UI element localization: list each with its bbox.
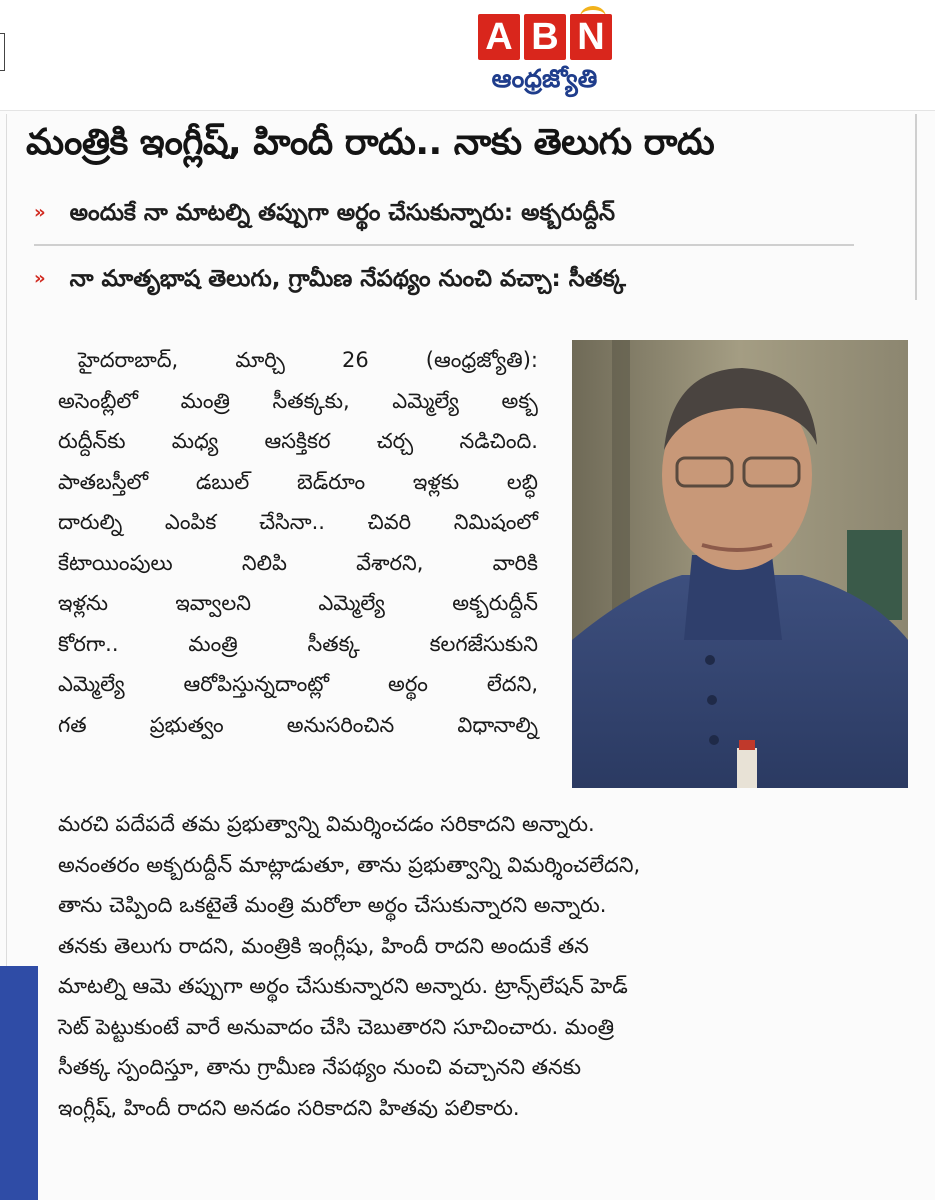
logo-letters	[478, 14, 612, 60]
logo-letter: B	[524, 14, 566, 60]
body-line: మాటల్ని ఆమె తప్పుగా అర్థం చేసుకున్నారని అన్నారు. ట్రాన్స్‌లేషన్‌ హెడ్‌	[58, 974, 628, 998]
body-line: అసెంబ్లీలో మంత్రి సీతక్కకు, ఎమ్మెల్యే అక్బ	[58, 388, 538, 413]
body-line: మరచి పదేపదే తమ ప్రభుత్వాన్ని విమర్శించడం సరికాదని అన్నారు.	[58, 812, 595, 836]
logo-subtitle: ఆంధ్రజ్యోతి	[491, 64, 598, 93]
body-line: ఇంగ్లీష్‌, హిందీ రాదని అనడం సరికాదని హితవు పలికారు.	[58, 1095, 520, 1120]
subhead-1	[34, 200, 864, 232]
body-line: కేటాయింపులు నిలిపి వేశారని, వారికి	[58, 550, 538, 575]
article-headline: మంత్రికి ఇంగ్లీష్‌, హిందీ రాదు.. నాకు తెలుగు రాదు	[26, 122, 715, 163]
article-body-narrow	[58, 340, 538, 745]
body-line: ఎమ్మెల్యే ఆరోపిస్తున్నదాంట్లో అర్థం లేదని,	[58, 672, 538, 696]
body-line: హైదరాబాద్‌, మార్చి 26 (ఆంధ్రజ్యోతి):	[78, 348, 538, 372]
body-line: పాతబస్తీలో డబుల్‌ బెడ్‌రూం ఇళ్లకు లబ్ధి	[58, 469, 538, 494]
subhead-2-text: నా మాతృభాష తెలుగు, గ్రామీణ నేపథ్యం నుంచి వచ్చా: సీతక్క	[69, 266, 626, 292]
article-body-wide	[58, 804, 904, 1128]
speaker-portrait	[572, 340, 908, 788]
abn-logo	[472, 6, 617, 104]
body-line: అనంతరం అక్బరుద్దీన్‌ మాట్లాడుతూ, తాను ప్రభుత్వాన్ని విమర్శించలేదని,	[58, 852, 641, 877]
bullet-icon: »	[34, 268, 46, 289]
body-line: గత ప్రభుత్వం అనుసరించిన విధానాల్ని	[58, 712, 538, 737]
body-line: సీతక్క స్పందిస్తూ, తాను గ్రామీణ నేపథ్యం నుంచి వచ్చానని తనకు	[58, 1055, 581, 1079]
bullet-icon: »	[34, 202, 46, 223]
side-accent-bar	[0, 966, 38, 1200]
body-line: తాను చెప్పింది ఒకటైతే మంత్రి మరోలా అర్థం చేసుకున్నారని అన్నారు.	[58, 893, 607, 917]
body-line: కోరగా.. మంత్రి సీతక్క కలగజేసుకుని	[58, 631, 538, 656]
subhead-divider	[34, 244, 854, 246]
masthead-bar	[0, 0, 935, 111]
article-photo	[572, 340, 908, 788]
body-line: రుద్దీన్‌కు మధ్య ఆసక్తికర చర్చ నడిచింది.	[58, 429, 538, 453]
body-line: దారుల్ని ఎంపిక చేసినా.. చివరి నిమిషంలో	[58, 510, 538, 534]
subhead-2	[34, 266, 864, 298]
subhead-1-text: అందుకే నా మాటల్ని తప్పుగా అర్థం చేసుకున్నారు: అక్బరుద్దీన్‌	[69, 200, 616, 226]
crop-bracket	[0, 33, 5, 71]
body-line: తనకు తెలుగు రాదని, మంత్రికి ఇంగ్లీషు, హిందీ రాదని అందుకే తన	[58, 933, 589, 958]
body-line: సెట్‌ పెట్టుకుంటే వారే అనువాదం చేసి చెబుతారని సూచించారు. మంత్రి	[58, 1014, 615, 1039]
logo-letter: A	[478, 14, 520, 60]
logo-letter: N	[570, 14, 612, 60]
body-line: ఇళ్లను ఇవ్వాలని ఎమ్మెల్యే అక్బరుద్దీన్‌	[58, 591, 538, 615]
